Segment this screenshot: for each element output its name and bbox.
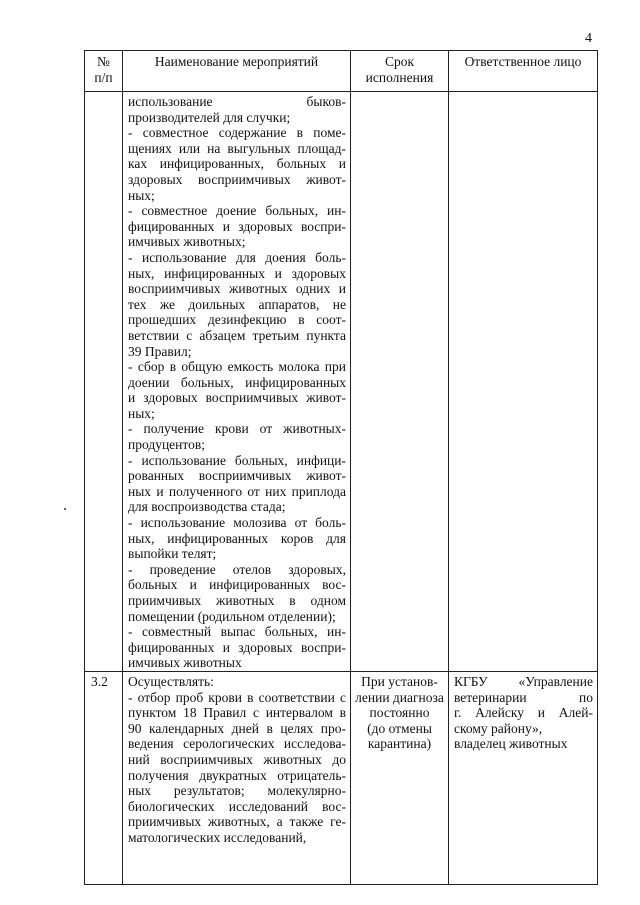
row1-lines-line: имчивых животных; <box>128 234 246 250</box>
stray-mark <box>64 508 66 510</box>
row2-lines-line: - отбор проб крови в соответствии с <box>128 689 346 705</box>
row2-resp-line: владелец животных <box>454 736 568 752</box>
row2-lines-line: приимчивых животных, а также ге- <box>128 814 346 830</box>
row1-lines-line: ных, инфицированных коров для <box>128 530 346 546</box>
row2-lines-line: ведения серологических исследова- <box>128 736 346 752</box>
row1-lines-line: для воспроизводства стада; <box>128 499 286 515</box>
row1-lines-line: ветствии с абзацем третьим пункта <box>128 327 346 343</box>
row1-lines-line: выпойки телят; <box>128 546 217 562</box>
row1-lines-line: - использование молозива от боль- <box>128 515 346 531</box>
header-term-line1: Срок <box>384 54 415 69</box>
row2-term-line: При установ- <box>361 673 438 689</box>
row2-lines-line: пунктом 18 Правил с интервалом в <box>128 705 346 721</box>
table-row <box>85 671 598 884</box>
row1-lines-line: - совместное доение больных, ин- <box>128 203 346 219</box>
row1-lines-line: - совместный выпас больных, ин- <box>128 624 346 640</box>
header-term <box>351 51 449 92</box>
row2-lines-line: ных результатов; молекулярно- <box>128 783 346 799</box>
row2-resp-line: г. Алейску и Алей- <box>454 705 593 721</box>
header-num-line1: № <box>97 54 110 69</box>
row2-resp-line: КГБУ «Управление <box>454 673 593 689</box>
row1-lines-line: использование быков- <box>128 94 346 109</box>
row1-lines-line: фицированных и здоровых воспри- <box>128 639 346 655</box>
row1-name-cell <box>123 92 351 672</box>
row1-lines-line: ках инфицированных, больных и <box>128 156 346 172</box>
row2-resp-line: ветеринарии по <box>454 689 593 705</box>
row1-lines-line: ных, инфицированных и здоровых <box>128 265 346 281</box>
row2-lines-line: биологических исследований вос- <box>128 798 346 814</box>
row1-lines-line: больных и инфицированных вос- <box>128 577 346 593</box>
row1-lines-line: тех же доильных аппаратов, не <box>128 296 346 312</box>
row2-lines-line: 90 календарных дней в целях про- <box>128 720 346 736</box>
row1-lines-line: - получение крови от животных- <box>128 421 346 437</box>
header-name <box>123 51 351 92</box>
row2-lines-line: матологических исследований, <box>128 829 307 845</box>
row1-lines-line: восприимчивых животных одних и <box>128 281 346 297</box>
row1-lines-line: - использование для доения боль- <box>128 249 346 265</box>
table-row <box>85 92 598 672</box>
header-responsible <box>449 51 598 92</box>
row1-lines-line: - совместное содержание в поме- <box>128 125 346 141</box>
header-num <box>85 51 123 92</box>
row1-lines-line: и здоровых восприимчивых живот- <box>128 390 346 406</box>
row1-lines-line: ных; <box>128 405 155 421</box>
row1-lines-line: 39 Правил; <box>128 343 192 359</box>
measures-table <box>84 50 598 885</box>
row2-term-cell <box>351 671 449 884</box>
row2-resp-line: скому району», <box>454 720 543 736</box>
row1-term-cell <box>351 92 449 672</box>
row1-lines-line: помещении (родильном отделении); <box>128 608 336 624</box>
row1-responsible-cell <box>449 92 598 672</box>
row2-name-cell <box>123 671 351 884</box>
row1-lines-line: здоровых восприимчивых живот- <box>128 171 346 187</box>
row1-lines-line: приимчивых животных в одном <box>128 593 346 608</box>
row1-lines-line: имчивых животных <box>128 655 242 671</box>
row1-lines-line: рованных восприимчивых живот- <box>128 468 346 484</box>
row1-lines-line: фицированных и здоровых воспри- <box>128 218 346 234</box>
header-responsible-label: Ответственное лицо <box>464 54 582 69</box>
row2-lines-line: получения двукратных отрицатель- <box>128 767 346 783</box>
row1-lines-line: ных и полученного от них приплода <box>128 483 346 499</box>
page-number: 4 <box>585 31 592 46</box>
row1-lines-line: прошедших дезинфекцию в соот- <box>128 312 346 328</box>
row1-lines-line: - сбор в общую емкость молока при <box>128 359 346 375</box>
row2-num: 3.2 <box>91 673 108 689</box>
header-name-label: Наименование мероприятий <box>154 54 319 69</box>
header-term-line2: исполнения <box>365 69 434 85</box>
row1-lines-line: доении больных, инфицированных <box>128 374 346 390</box>
row2-name-text <box>128 674 346 882</box>
row1-num-cell <box>85 92 123 672</box>
row2-term-line: лении диагноза <box>355 689 444 705</box>
row2-term-line: постоянно <box>369 705 430 721</box>
row2-num-cell <box>85 671 123 884</box>
row1-lines-line: производителей для случки; <box>128 109 291 125</box>
row1-lines-line: продуцентов; <box>128 437 205 453</box>
row2-responsible-cell <box>449 671 598 884</box>
row1-lines-line: - использование больных, инфици- <box>128 452 346 468</box>
row1-lines-line: ных; <box>128 187 155 203</box>
row1-lines-line: - проведение отелов здоровых, <box>128 561 346 577</box>
row2-term-line: (до отмены <box>367 720 432 736</box>
row1-lines-line: щениях или на выгульных площад- <box>128 140 346 156</box>
table-header-row <box>85 51 598 92</box>
header-num-line2: п/п <box>94 69 113 85</box>
row2-lines-line: Осуществлять: <box>128 673 214 689</box>
row2-term-line: карантина) <box>367 736 432 752</box>
row2-lines-line: ний восприимчивых животных до <box>128 751 346 767</box>
